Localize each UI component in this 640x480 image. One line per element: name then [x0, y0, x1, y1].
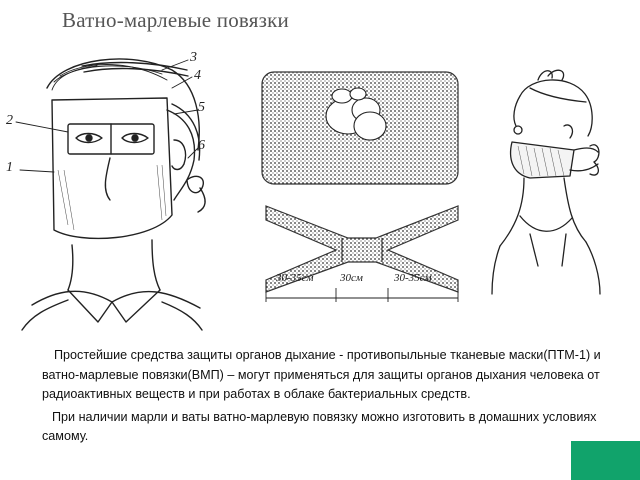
dimension-center: 30см [340, 272, 363, 284]
paragraph-1: Простейшие средства защиты органов дыхание - противопыльные тканевые маски(ПТМ-1) и ватно-марлевые повязки(ВМП) – могут применяться для защиты органов дыхания человека от радиоактивных веществ и при работах в облаке бактериальных средств. [42, 348, 601, 401]
dust-mask-illustration [2, 40, 222, 335]
slide-title: Ватно-марлевые повязки [62, 8, 289, 32]
dimension-right: 30-35см [394, 272, 432, 284]
callout-4: 4 [194, 68, 201, 83]
dimension-left: 30-35см [276, 272, 314, 284]
callout-5: 5 [198, 100, 205, 115]
bandage-profile-illustration [490, 66, 602, 296]
body-text [42, 346, 610, 447]
callout-1: 1 [6, 160, 13, 175]
callout-3: 3 [190, 50, 197, 65]
accent-square [571, 441, 640, 480]
callout-2: 2 [6, 113, 13, 128]
bandage-pattern-illustration [258, 66, 466, 302]
callout-6: 6 [198, 138, 205, 153]
paragraph-2: При наличии марли и ваты ватно-марлевую повязку можно изготовить в домашних условиях самому. [42, 409, 597, 443]
